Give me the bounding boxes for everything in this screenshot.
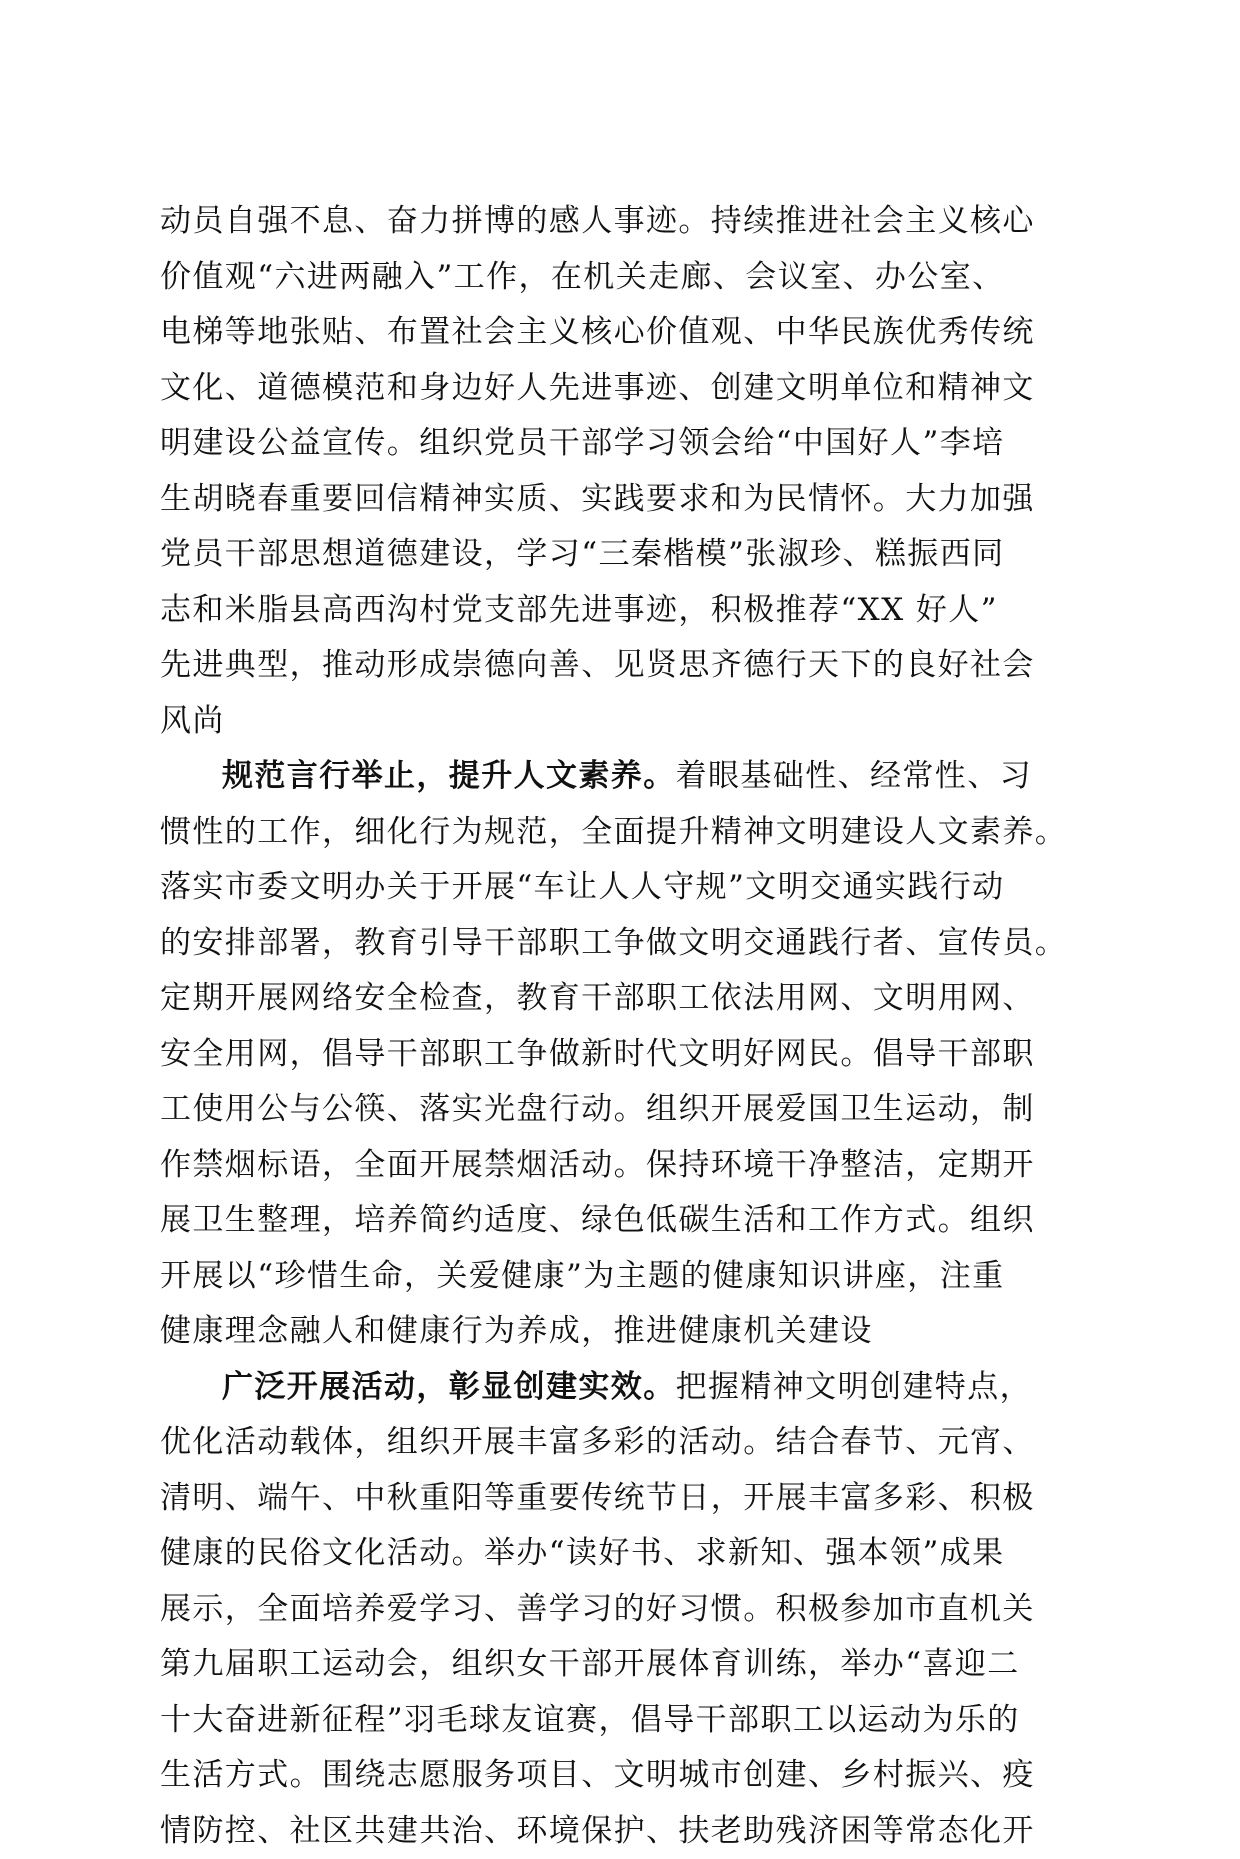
paragraph-conduct-first-line: [160, 749, 1080, 805]
text-line: 明建设公益宣传。组织党员干部学习领会给“中国好人”李培: [160, 416, 1080, 472]
text-line: 情防控、社区共建共治、环境保护、扶老助残济困等常态化开: [160, 1804, 1080, 1859]
text-line: 生胡晓春重要回信精神实质、实践要求和为民情怀。大力加强: [160, 472, 1080, 528]
text-line: 文化、道德模范和身边好人先进事迹、创建文明单位和精神文: [160, 361, 1080, 417]
text-line: 第九届职工运动会，组织女干部开展体育训练，举办“喜迎二: [160, 1637, 1080, 1693]
text-line: 的安排部署，教育引导干部职工争做文明交通践行者、宣传员。: [160, 916, 1080, 972]
text-line: 展卫生整理，培养简约适度、绿色低碳生活和工作方式。组织: [160, 1193, 1080, 1249]
document-page: [160, 194, 1080, 1859]
paragraph-conduct-heading: 规范言行举止，提升人文素养。: [222, 758, 676, 794]
text-line: 动员自强不息、奋力拼博的感人事迹。持续推进社会主义核心: [160, 194, 1080, 250]
text-line: 先进典型，推动形成崇德向善、见贤思齐德行天下的良好社会: [160, 638, 1080, 694]
text-line: 展示，全面培养爱学习、善学习的好习惯。积极参加市直机关: [160, 1582, 1080, 1638]
text-line: 党员干部思想道德建设，学习“三秦楷模”张淑珍、糕振西同: [160, 527, 1080, 583]
paragraph-conduct-lead: 着眼基础性、经常性、习: [676, 758, 1032, 794]
text-line: 落实市委文明办关于开展“车让人人守规”文明交通实践行动: [160, 860, 1080, 916]
text-line: 作禁烟标语，全面开展禁烟活动。保持环境干净整洁，定期开: [160, 1138, 1080, 1194]
paragraph-activities-heading: 广泛开展活动，彰显创建实效。: [222, 1369, 676, 1405]
text-line: 风尚: [160, 694, 1080, 750]
paragraph-activities: [160, 1415, 1080, 1859]
paragraph-activities-lead: 把握精神文明创建特点，: [676, 1369, 1032, 1405]
paragraph-social-values: [160, 194, 1080, 749]
text-line: 惯性的工作，细化行为规范，全面提升精神文明建设人文素养。: [160, 805, 1080, 861]
text-line: 清明、端午、中秋重阳等重要传统节日，开展丰富多彩、积极: [160, 1471, 1080, 1527]
text-line: 志和米脂县高西沟村党支部先进事迹，积极推荐“XX 好人”: [160, 583, 1080, 639]
paragraph-conduct: [160, 805, 1080, 1360]
paragraph-activities-first-line: [160, 1360, 1080, 1416]
text-line: 十大奋进新征程”羽毛球友谊赛，倡导干部职工以运动为乐的: [160, 1693, 1080, 1749]
text-line: 生活方式。围绕志愿服务项目、文明城市创建、乡村振兴、疫: [160, 1748, 1080, 1804]
text-line: 健康的民俗文化活动。举办“读好书、求新知、强本领”成果: [160, 1526, 1080, 1582]
text-line: 优化活动载体，组织开展丰富多彩的活动。结合春节、元宵、: [160, 1415, 1080, 1471]
text-line: 定期开展网络安全检查，教育干部职工依法用网、文明用网、: [160, 971, 1080, 1027]
text-line: 安全用网，倡导干部职工争做新时代文明好网民。倡导干部职: [160, 1027, 1080, 1083]
text-line: 开展以“珍惜生命，关爱健康”为主题的健康知识讲座，注重: [160, 1249, 1080, 1305]
text-line: 健康理念融人和健康行为养成，推进健康机关建设: [160, 1304, 1080, 1360]
text-line: 价值观“六进两融入”工作，在机关走廊、会议室、办公室、: [160, 250, 1080, 306]
text-line: 工使用公与公筷、落实光盘行动。组织开展爱国卫生运动，制: [160, 1082, 1080, 1138]
text-line: 电梯等地张贴、布置社会主义核心价值观、中华民族优秀传统: [160, 305, 1080, 361]
